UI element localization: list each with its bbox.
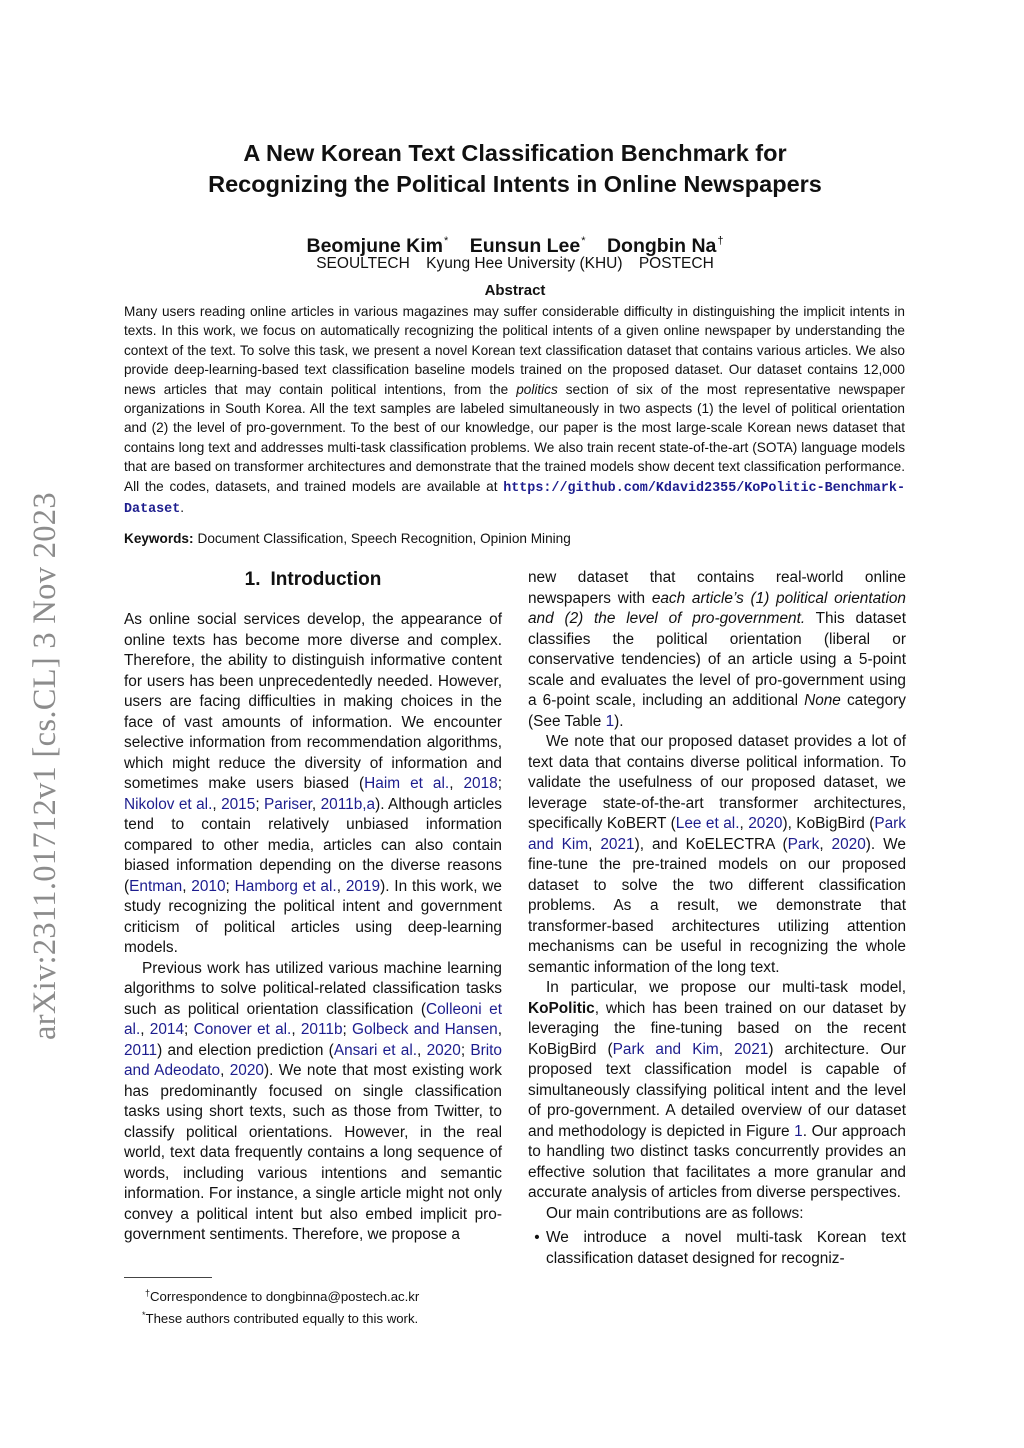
citation-link[interactable]: Park and Kim (612, 1040, 719, 1058)
citation-link[interactable]: Park (787, 835, 820, 853)
section-number: 1. (244, 569, 261, 590)
left-column (124, 568, 502, 1246)
citation-link[interactable]: Golbeck and Hansen (352, 1021, 498, 1038)
github-link[interactable]: https://github.com/Kdavid2355/KoPolitic-Benchmark-Dataset (124, 480, 905, 518)
abstract-italic: politics (516, 381, 558, 397)
abstract-text (124, 302, 905, 519)
keywords-text: Document Classification, Speech Recognition, Opinion Mining (197, 531, 571, 546)
author-name: Beomjune Kim (306, 235, 444, 257)
abstract-heading: Abstract (484, 282, 546, 299)
footnote-text: These authors contributed equally to this work. (145, 1311, 419, 1326)
citation-link[interactable]: Pariser (264, 795, 312, 813)
citation-link[interactable]: Hamborg et al. (234, 877, 337, 895)
citation-link[interactable]: 2010 (191, 877, 226, 895)
citation-link[interactable]: 2020 (748, 815, 783, 832)
citation-link[interactable]: Park and Kim (528, 815, 906, 853)
affiliation-list (140, 254, 890, 274)
title-line-1: A New Korean Text Classification Benchmark for (243, 140, 787, 166)
footnote-correspondence (145, 1284, 505, 1306)
keywords-label: Keywords: (124, 531, 194, 546)
arxiv-identifier-stamp: arXiv:2311.01712v1 [cs.CL] 3 Nov 2023 (27, 492, 63, 1040)
intro-paragraph-6: Our main contributions are as follows: (546, 1204, 804, 1222)
citation-link[interactable]: 2015 (221, 795, 256, 813)
footnote-equal-contribution (142, 1306, 505, 1328)
figure-ref-link[interactable]: 1 (794, 1122, 803, 1140)
affiliation-2: Kyung Hee University (KHU) (426, 255, 623, 272)
citation-link[interactable]: 2020 (831, 835, 866, 853)
citation-link[interactable]: Haim et al. (364, 775, 450, 792)
footnote-text: Correspondence to dongbinna@postech.ac.kr (150, 1289, 420, 1304)
author-mark: * (581, 235, 586, 247)
footnote-divider (124, 1277, 212, 1278)
citation-link[interactable]: 2019 (345, 877, 381, 895)
section-heading-introduction (124, 568, 502, 592)
citation-link[interactable]: Conover et al. (193, 1021, 292, 1038)
affiliation-1: SEOULTECH (316, 255, 410, 272)
author-name: Eunsun Lee (469, 235, 581, 257)
affiliation-3: POSTECH (638, 255, 714, 272)
author-mark: † (717, 235, 724, 247)
citation-link[interactable]: 2020 (229, 1062, 264, 1079)
intro-paragraph-2: Previous work has utilized various machine learning algorithms to solve political-related classification tasks such as political orientation classification (Colleoni et al., 2014; Conover et al., 2011b; Golbeck and Hansen, 2011) and election prediction (Ansari et al., 2020; Brito and Adeodato, 2020). We note that most existing work has predominantly focused on single classification tasks using short texts, such as those from Twitter, to classify political orientations. However, in the real world, text data frequently contains a long sequence of words, including various intentions and semantic information. For instance, a single article might not only convey a political intent but also embed implicit pro-government sentiments. Therefore, we propose a (124, 959, 502, 1243)
citation-link[interactable]: 2011b (300, 1021, 343, 1038)
citation-link[interactable]: 2014 (149, 1021, 185, 1038)
keywords-line (124, 529, 905, 548)
contribution-bullet (528, 1228, 906, 1269)
intro-paragraph-1: As online social services develop, the appearance of online texts has become more diverse and complex. Therefore, the ability to distinguish informative content for users has been unprecedentedly needed. However, users are facing difficulties in making choices in the face of vast amounts of information. We encounter selective information from recommendation algorithms, which might reduce the diversity of information and sometimes make users biased (Haim et al., 2018; Nikolov et al., 2015; Pariser, 2011b,a). Although articles tend to contain relatively unbiased information compared to other media, articles can also contain biased information depending on the diverse reasons (Entman, 2010; Hamborg et al., 2019). In this work, we study recognizing the political intent and government criticism of political articles using deep-learning models. (124, 611, 502, 956)
footnote-mark: † (145, 1288, 151, 1298)
bullet-text: We introduce a novel multi-task Korean text classification dataset designed for recogniz- (546, 1229, 906, 1267)
bullet-icon: • (534, 1229, 540, 1246)
right-column (528, 568, 906, 1269)
citation-link[interactable]: 2021 (600, 835, 635, 853)
title-line-2: Recognizing the Political Intents in Online Newspapers (208, 171, 822, 197)
intro-paragraph-4: We note that our proposed dataset provides a lot of text data that contains diverse political information. To validate the usefulness of our proposed dataset, we leverage state-of-the-art transformer architectures, specifically KoBERT (Lee et al., 2020), KoBigBird (Park and Kim, 2021), and KoELECTRA (Park, 2020). We fine-tune the pre-trained models on our proposed dataset to solve the two different classification problems. As a result, we demonstrate that transformer-based architectures utilizing attention mechanisms can be useful in recognizing the whole semantic information of the long text. (528, 733, 906, 976)
citation-link[interactable]: Ansari et al. (333, 1041, 418, 1059)
abstract-part: Many users reading online articles in various magazines may suffer considerable difficulty in distinguishing the implicit intents in texts. In this work, we focus on automatically recognizing the political intents of a given online newspaper by understanding the context of the text. To solve this task, we present a novel Korean text classification dataset that contains various articles. We also provide deep-learning-based text classification baseline models trained on the proposed dataset. Our dataset contains 12,000 news articles that may contain political intentions, from the (124, 304, 905, 397)
citation-link[interactable]: 2018 (463, 775, 498, 792)
author-mark: * (444, 235, 449, 247)
citation-link[interactable]: Nikolov et al. (124, 795, 213, 813)
paper-title (140, 138, 890, 200)
abstract-part: section of six of the most representative newspaper organizations in South Korea. All the text samples are labeled simultaneously in two aspects (1) the level of political orientation and (2) the level of pro-government. To the best of our knowledge, our paper is the most large-scale Korean news dataset that contains long text and addresses multi-task classification problems. We also train recent state-of-the-art (SOTA) language models that are based on transformer architectures and demonstrate that the trained models show decent text classification performance. All the codes, datasets, and trained models are available at (124, 381, 905, 494)
abstract-end: . (180, 500, 185, 516)
intro-paragraph-5: In particular, we propose our multi-task model, KoPolitic, which has been trained on our dataset by leveraging the fine-tuning based on the recent KoBigBird (Park and Kim, 2021) architecture. Our proposed text classification model is capable of simultaneously classifying political intent and the level of pro-government. A detailed overview of our dataset and methodology is depicted in Figure 1. Our approach to handling two distinct tasks concurrently provides an effective solution that facilitates a more granular and accurate analysis of articles from diverse perspectives. (528, 979, 906, 1201)
table-ref-link[interactable]: 1 (605, 712, 615, 730)
citation-link[interactable]: 2011b,a (320, 795, 376, 813)
citation-link[interactable]: Entman (129, 877, 183, 895)
citation-link[interactable]: Brito and Adeodato (124, 1041, 502, 1079)
citation-link[interactable]: 2011 (124, 1041, 158, 1059)
citation-link[interactable]: 2020 (426, 1041, 461, 1059)
citation-link[interactable]: Lee et al. (675, 815, 740, 832)
footnote-mark: * (142, 1310, 146, 1320)
citation-link[interactable]: 2021 (734, 1040, 769, 1058)
intro-paragraph-3: new dataset that contains real-world online newspapers with each article’s (1) political orientation and (2) the level of pro-government. This dataset classifies the political orientation (liberal or conservative tendencies) of an article using a 5-point scale and evaluates the level of pro-government using a 6-point scale, including an additional None category (See Table 1). (528, 569, 906, 730)
citation-link[interactable]: Colleoni et al. (124, 1000, 502, 1038)
author-name: Dongbin Na (606, 235, 717, 257)
footnotes (142, 1284, 505, 1328)
section-title: Introduction (270, 569, 382, 590)
